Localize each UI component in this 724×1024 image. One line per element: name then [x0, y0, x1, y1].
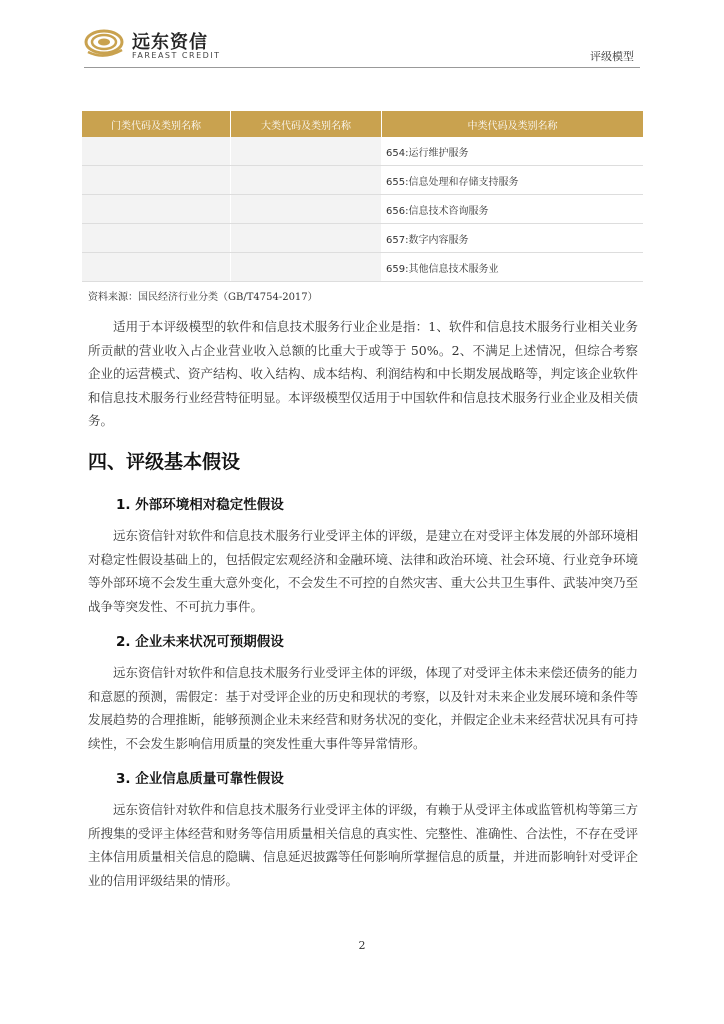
subsection-body-2: 远东资信针对软件和信息技术服务行业受评主体的评级，体现了对受评主体未来偿还债务的能力和意愿的预测，需假定：基于对受评企业的历史和现状的考察，以及针对未来企业发展环境和条件等发展趋势的合理推断，能够预测企业未来经营和财务状况的变化，并假定企业未来经营状况具有可持续性，不会发生影响信用质量的突发性重大事件等异常情形。: [88, 665, 639, 751]
table-row: [82, 224, 643, 253]
table-cell: [231, 224, 382, 253]
table-row: [82, 137, 643, 166]
table-cell: [82, 166, 231, 195]
logo-english-name: FAREAST CREDIT: [132, 51, 221, 60]
table-row: [82, 166, 643, 195]
column-header-section: 门类代码及类别名称: [82, 111, 231, 137]
column-header-group: 中类代码及类别名称: [382, 111, 644, 137]
industry-classification-table: [82, 111, 643, 282]
table-cell: 659:其他信息技术服务业: [382, 253, 644, 282]
table-cell: 657:数字内容服务: [382, 224, 644, 253]
table-source-note: 资料来源：国民经济行业分类（GB/T4754-2017）: [88, 292, 318, 303]
subsection-title-3: 3. 企业信息质量可靠性假设: [116, 771, 284, 787]
fareast-logo-icon: [84, 28, 128, 60]
table-cell: [82, 253, 231, 282]
table-row: [82, 253, 643, 282]
logo-chinese-name: 远东资信: [132, 32, 208, 53]
section-label: 评级模型: [590, 50, 634, 63]
company-logo: [84, 26, 234, 66]
table-row: [82, 195, 643, 224]
table-cell: 656:信息技术咨询服务: [382, 195, 644, 224]
header-divider: [84, 67, 640, 68]
table-cell: 654:运行维护服务: [382, 137, 644, 166]
page-number: 2: [358, 939, 366, 952]
table-cell: [231, 137, 382, 166]
section-title: 四、评级基本假设: [88, 451, 241, 473]
column-header-division: 大类代码及类别名称: [231, 111, 382, 137]
table-cell: [82, 224, 231, 253]
table-cell: [82, 137, 231, 166]
subsection-body-1: 远东资信针对软件和信息技术服务行业受评主体的评级，是建立在对受评主体发展的外部环境相对稳定性假设基础上的，包括假定宏观经济和金融环境、法律和政治环境、社会环境、行业竞争环境等外部环境不会发生重大意外变化，不会发生不可控的自然灾害、重大公共卫生事件、武装冲突乃至战争等突发性、不可抗力事件。: [88, 528, 639, 614]
subsection-body-3: 远东资信针对软件和信息技术服务行业受评主体的评级，有赖于从受评主体或监管机构等第三方所搜集的受评主体经营和财务等信用质量相关信息的真实性、完整性、准确性、合法性，不存在受评主体信用质量相关信息的隐瞒、信息延迟披露等任何影响所掌握信息的质量，并进而影响针对受评企业的信用评级结果的情形。: [88, 802, 639, 888]
table-cell: [231, 253, 382, 282]
subsection-title-2: 2. 企业未来状况可预期假设: [116, 634, 284, 650]
table-header-row: [82, 111, 643, 137]
page-header: [0, 0, 724, 70]
table-cell: [231, 195, 382, 224]
subsection-title-1: 1. 外部环境相对稳定性假设: [116, 497, 284, 513]
scope-paragraph: 适用于本评级模型的软件和信息技术服务行业企业是指：1、软件和信息技术服务行业相关业务所贡献的营业收入占企业营业收入总额的比重大于或等于 50%。2、不满足上述情况，但综合考察企业的运营模式、资产结构、收入结构、成本结构、利润结构和中长期发展战略等，判定该企业软件和信息技术服务行业经营特征明显。本评级模型仅适用于中国软件和信息技术服务行业企业及相关债务。: [88, 319, 639, 428]
table-cell: [82, 195, 231, 224]
table-cell: [231, 166, 382, 195]
table-cell: 655:信息处理和存储支持服务: [382, 166, 644, 195]
